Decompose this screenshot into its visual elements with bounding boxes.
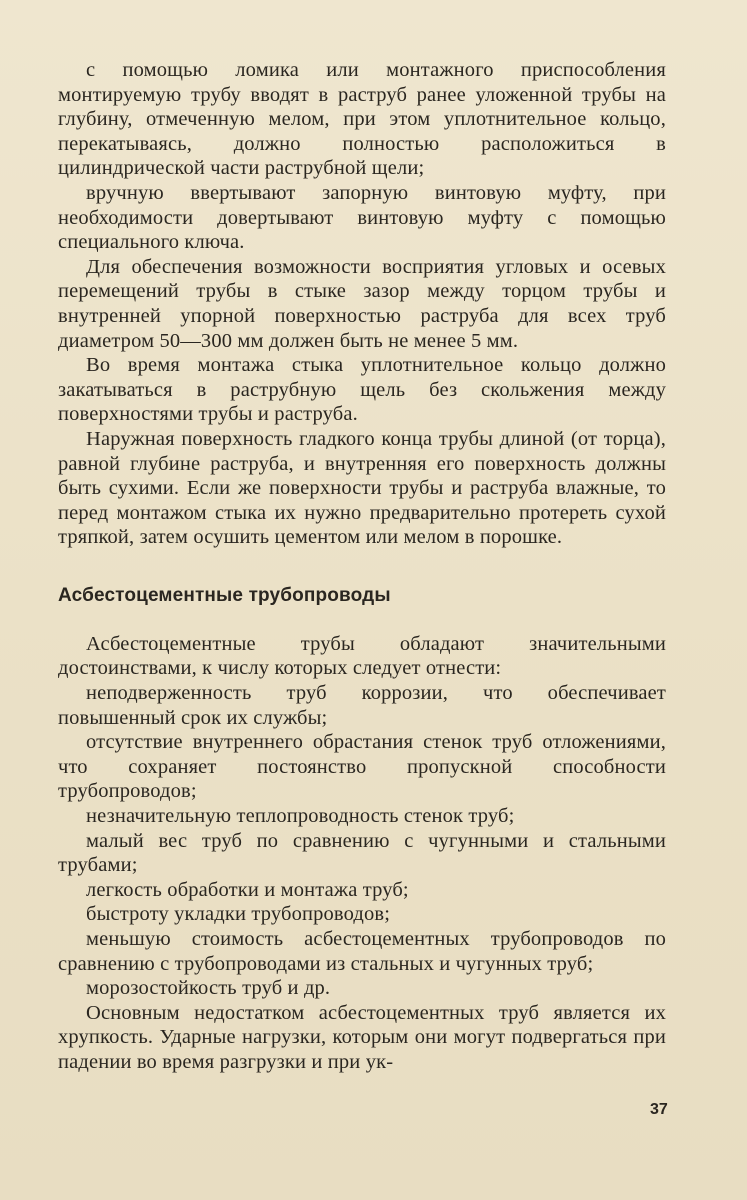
list-item: легкость обработки и монтажа труб;: [86, 878, 409, 901]
paragraph: Для обеспечения возможности восприятия угловых и осевых перемещений трубы в стыке зазор между торцом трубы и внутренней упорной поверхностью раструба для всех труб диаметром 50—300 мм должен быть не менее 5 мм.: [58, 255, 666, 352]
paragraph: Наружная поверхность гладкого конца трубы длиной (от торца), равной глубине раструба, и внутренняя его поверхность должны быть сухими. Если же поверхности трубы и раструба влажные, то перед монтажом стыка их нужно предварительно протереть сухой тряпкой, затем осушить цементом или мелом в порошке.: [58, 427, 666, 549]
paragraph: с помощью ломика или монтажного приспособления монтируемую трубу вводят в раструб ранее уложенной трубы на глубину, отмеченную мелом, при этом уплотнительное кольцо, перекатываясь, должно полностью расположиться в цилиндрической части раструбной щели;: [58, 59, 666, 180]
paragraph: Основным недостатком асбестоцементных труб является их хрупкость. Ударные нагрузки, которым они могут подвергаться при падении во время разгрузки и при ук-: [58, 1001, 666, 1073]
page-text: [58, 58, 666, 1075]
list-item: отсутствие внутреннего обрастания стенок труб отложениями, что сохраняет постоянство пропускной способности трубопроводов;: [58, 731, 666, 803]
list-item: меньшую стоимость асбестоцементных трубопроводов по сравнению с трубопроводами из стальных и чугунных труб;: [58, 928, 666, 975]
page-number: 37: [650, 1101, 668, 1118]
section-heading: Асбестоцементные трубопроводы: [58, 584, 391, 606]
paragraph: Асбестоцементные трубы обладают значительными достоинствами, к числу которых следует отнести:: [58, 632, 666, 680]
paragraph: вручную ввертывают запорную винтовую муфту, при необходимости довертывают винтовую муфту с помощью специального ключа.: [58, 181, 666, 254]
list-item: малый вес труб по сравнению с чугунными и стальными трубами;: [58, 829, 666, 877]
paragraph: Во время монтажа стыка уплотнительное кольцо должно закатываться в раструбную щель без скольжения между поверхностями трубы и раструба.: [58, 354, 666, 426]
list-item: морозостойкость труб и др.: [86, 977, 331, 1000]
list-item: незначительную теплопроводность стенок труб;: [86, 805, 515, 828]
list-item: быстроту укладки трубопроводов;: [86, 903, 391, 926]
list-item: неподверженность труб коррозии, что обеспечивает повышенный срок их службы;: [58, 682, 666, 729]
